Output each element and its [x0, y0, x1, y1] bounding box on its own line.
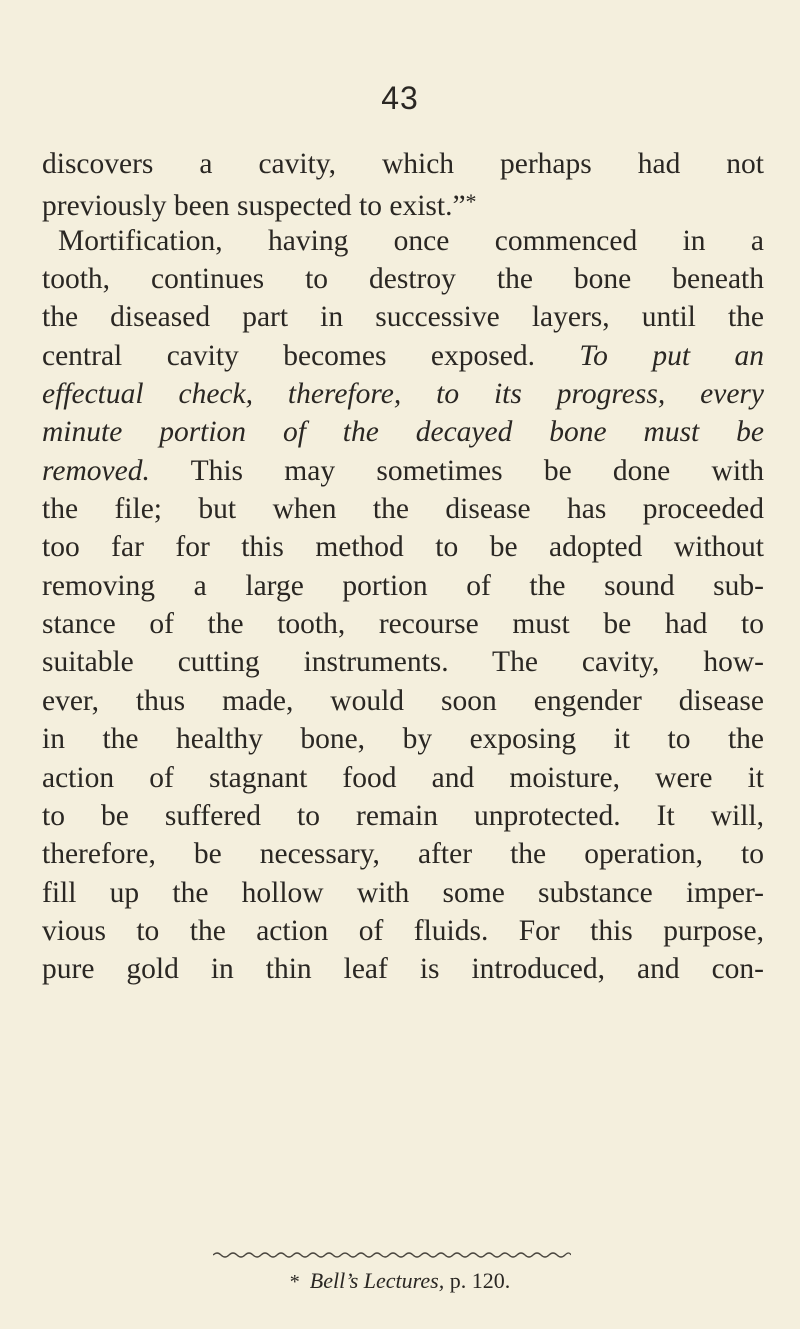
text-segment: too far for this method to be adopted without	[42, 531, 764, 564]
text-segment: Mortification, having once commenced in a	[58, 224, 764, 257]
text-line	[42, 490, 764, 528]
footnote-reference: p. 120.	[449, 1268, 511, 1293]
text-segment: in the healthy bone, by exposing it to the	[42, 723, 764, 756]
text-segment: ever, thus made, would soon engender disease	[42, 684, 764, 717]
text-segment: suitable cutting instruments. The cavity, how-	[42, 646, 764, 679]
footnote-title: Bell’s Lectures,	[309, 1268, 445, 1293]
text-line	[42, 643, 764, 681]
text-line	[42, 874, 764, 912]
text-segment: stance of the tooth, recourse must be had to	[42, 608, 764, 641]
text-segment: To put an	[579, 339, 764, 372]
text-line	[42, 145, 764, 183]
text-segment: to be suffered to remain unprotected. It will,	[42, 799, 764, 832]
text-segment: action of stagnant food and moisture, were it	[42, 761, 764, 794]
text-line	[42, 260, 764, 298]
footnote	[0, 1268, 800, 1294]
text-segment: therefore, be necessary, after the operation, to	[42, 838, 764, 871]
page-number: 43	[381, 80, 419, 116]
text-line	[42, 797, 764, 835]
text-line	[42, 950, 764, 988]
text-line	[42, 835, 764, 873]
text-line	[42, 528, 764, 566]
text-segment: pure gold in thin leaf is introduced, and con-	[42, 953, 764, 986]
text-line	[42, 337, 764, 375]
text-line	[42, 605, 764, 643]
text-segment: the diseased part in successive layers, until the	[42, 301, 764, 334]
text-segment: removed.	[42, 454, 150, 487]
text-line	[42, 720, 764, 758]
text-line	[42, 759, 764, 797]
text-line	[42, 682, 764, 720]
text-segment: vious to the action of fluids. For this purpose,	[42, 914, 764, 947]
text-line	[42, 375, 764, 413]
text-line	[42, 413, 764, 451]
footnote-reference-mark: *	[465, 189, 477, 215]
text-line	[42, 298, 764, 336]
text-segment: minute portion of the decayed bone must be	[42, 416, 764, 449]
text-segment: discovers a cavity, which perhaps had not	[42, 148, 764, 180]
text-line	[42, 222, 764, 260]
text-segment: effectual check, therefore, to its progress, every	[42, 378, 764, 411]
text-line	[42, 567, 764, 605]
text-segment: previously been suspected to exist.”	[42, 190, 466, 223]
text-line	[42, 452, 764, 490]
text-segment: removing a large portion of the sound sub-	[42, 569, 764, 602]
text-line	[42, 912, 764, 950]
body-text	[42, 145, 764, 989]
text-segment: This may sometimes be done with	[149, 454, 764, 487]
text-line	[42, 183, 764, 221]
footnote-separator	[213, 1250, 571, 1260]
text-segment: central cavity becomes exposed.	[42, 339, 580, 372]
text-segment: fill up the hollow with some substance imper-	[42, 876, 764, 909]
text-segment: the file; but when the disease has proceeded	[42, 493, 764, 526]
footnote-marker: *	[289, 1271, 300, 1293]
text-segment: tooth, continues to destroy the bone beneath	[42, 263, 764, 296]
